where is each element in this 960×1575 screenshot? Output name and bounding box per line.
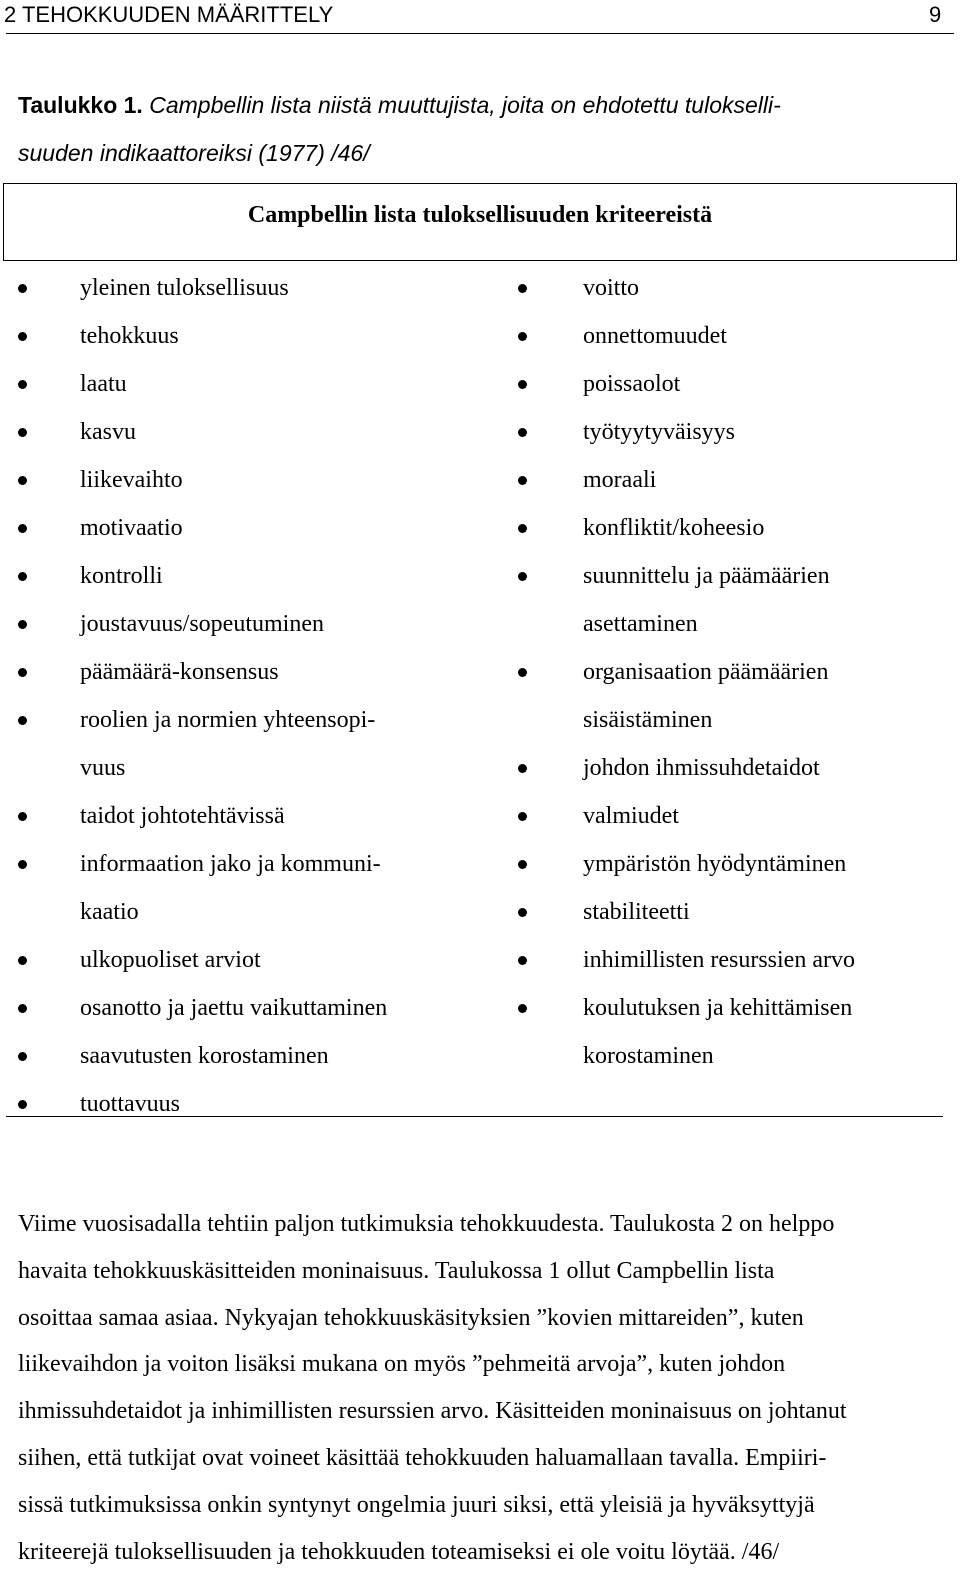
bullet-icon bbox=[518, 764, 527, 773]
criteria-item-left bbox=[18, 600, 498, 648]
criteria-item-text: informaation jako ja kommuni- bbox=[80, 851, 381, 877]
bullet-icon bbox=[518, 332, 527, 341]
criteria-item-right bbox=[518, 312, 948, 360]
body-line: liikevaihdon ja voiton lisäksi mukana on myös ”pehmeitä arvoja”, kuten johdon bbox=[18, 1351, 786, 1378]
table-heading-box bbox=[3, 183, 957, 261]
criteria-item-text: työtyytyväisyys bbox=[583, 419, 736, 445]
criteria-item-text: roolien ja normien yhteensopi- bbox=[80, 707, 376, 733]
bullet-icon bbox=[18, 956, 27, 965]
bullet-icon bbox=[18, 380, 27, 389]
criteria-item-text: onnettomuudet bbox=[583, 323, 727, 349]
bullet-icon bbox=[18, 812, 27, 821]
bullet-icon bbox=[518, 1004, 527, 1013]
criteria-item-text: poissaolot bbox=[583, 371, 681, 397]
bullet-icon bbox=[518, 572, 527, 581]
bullet-icon bbox=[518, 428, 527, 437]
criteria-item-right bbox=[518, 360, 948, 408]
criteria-item-text: kasvu bbox=[80, 419, 136, 445]
criteria-item-text: koulutuksen ja kehittämisen bbox=[583, 995, 853, 1021]
table-heading: Campbellin lista tuloksellisuuden kriteereistä bbox=[247, 202, 713, 228]
table-caption bbox=[18, 92, 938, 119]
criteria-item-left bbox=[18, 696, 498, 792]
criteria-item-text: ulkopuoliset arviot bbox=[80, 947, 261, 973]
criteria-item-text: taidot johtotehtävissä bbox=[80, 803, 285, 829]
caption-label: Taulukko 1. bbox=[18, 92, 143, 118]
bullet-icon bbox=[518, 476, 527, 485]
bullet-icon bbox=[18, 428, 27, 437]
criteria-item-left bbox=[18, 1080, 498, 1128]
criteria-item-text: ympäristön hyödyntäminen bbox=[583, 851, 847, 877]
criteria-list-left bbox=[18, 264, 498, 1128]
bullet-icon bbox=[18, 284, 27, 293]
criteria-item-text: päämäärä-konsensus bbox=[80, 659, 279, 685]
table-caption-continued bbox=[18, 140, 938, 167]
criteria-item-right bbox=[518, 408, 948, 456]
criteria-item-right bbox=[518, 888, 948, 936]
criteria-item-right bbox=[518, 456, 948, 504]
body-line: ihmissuhdetaidot ja inhimillisten resurssien arvo. Käsitteiden moninaisuus on johtanut bbox=[18, 1398, 847, 1425]
body-line: kriteerejä tuloksellisuuden ja tehokkuuden toteamiseksi ei ole voitu löytää. /46/ bbox=[18, 1538, 780, 1565]
criteria-item-text: motivaatio bbox=[80, 515, 183, 541]
bullet-icon bbox=[18, 1052, 27, 1061]
bullet-icon bbox=[18, 668, 27, 677]
body-line: siihen, että tutkijat ovat voineet käsittää tehokkuuden haluamallaan tavalla. Empiiri- bbox=[18, 1444, 827, 1471]
criteria-item-right bbox=[518, 936, 948, 984]
bullet-icon bbox=[518, 908, 527, 917]
bullet-icon bbox=[518, 524, 527, 533]
criteria-item-text: osanotto ja jaettu vaikuttaminen bbox=[80, 995, 388, 1021]
criteria-item-right bbox=[518, 792, 948, 840]
criteria-item-left bbox=[18, 792, 498, 840]
criteria-item-text: korostaminen bbox=[583, 1043, 714, 1069]
page-number: 9 bbox=[929, 2, 942, 27]
criteria-item-left bbox=[18, 648, 498, 696]
criteria-item-text: saavutusten korostaminen bbox=[80, 1043, 329, 1069]
body-line: havaita tehokkuuskäsitteiden moninaisuus. Taulukossa 1 ollut Campbellin lista bbox=[18, 1257, 775, 1284]
bullet-icon bbox=[518, 812, 527, 821]
criteria-item-text: voitto bbox=[583, 275, 640, 301]
body-paragraph bbox=[18, 1201, 938, 1575]
criteria-item-left bbox=[18, 456, 498, 504]
criteria-item-left bbox=[18, 408, 498, 456]
criteria-item-left bbox=[18, 360, 498, 408]
criteria-item-text: moraali bbox=[583, 467, 657, 493]
body-line: Viime vuosisadalla tehtiin paljon tutkimuksia tehokkuudesta. Taulukosta 2 on helppo bbox=[18, 1211, 835, 1237]
criteria-item-text: valmiudet bbox=[583, 803, 679, 829]
bullet-icon bbox=[18, 332, 27, 341]
bullet-icon bbox=[518, 956, 527, 965]
criteria-item-text: konfliktit/koheesio bbox=[583, 515, 765, 541]
criteria-item-left bbox=[18, 504, 498, 552]
criteria-item-text: stabiliteetti bbox=[583, 899, 690, 925]
criteria-item-text: kaatio bbox=[80, 899, 139, 925]
criteria-item-text: suunnittelu ja päämäärien bbox=[583, 563, 830, 589]
caption-text-line2: suuden indikaattoreiksi (1977) /46/ bbox=[18, 140, 370, 166]
bullet-icon bbox=[18, 1100, 27, 1109]
criteria-item-right bbox=[518, 840, 948, 888]
running-title: 2 TEHOKKUUDEN MÄÄRITTELY bbox=[4, 2, 334, 27]
body-line: osoittaa samaa asiaa. Nykyajan tehokkuuskäsityksien ”kovien mittareiden”, kuten bbox=[18, 1304, 804, 1331]
criteria-item-text: tehokkuus bbox=[80, 323, 179, 349]
criteria-list-right bbox=[518, 264, 948, 1080]
criteria-item-text: organisaation päämäärien bbox=[583, 659, 829, 685]
criteria-item-right bbox=[518, 504, 948, 552]
bullet-icon bbox=[518, 668, 527, 677]
bullet-icon bbox=[18, 716, 27, 725]
criteria-item-left bbox=[18, 264, 498, 312]
criteria-item-right bbox=[518, 984, 948, 1080]
header-rule bbox=[6, 33, 954, 34]
bullet-icon bbox=[18, 1004, 27, 1013]
criteria-item-left bbox=[18, 312, 498, 360]
criteria-item-text: inhimillisten resurssien arvo bbox=[583, 947, 855, 973]
bullet-icon bbox=[18, 572, 27, 581]
bullet-icon bbox=[518, 380, 527, 389]
bullet-icon bbox=[18, 476, 27, 485]
criteria-item-text: asettaminen bbox=[583, 611, 698, 637]
criteria-item-right bbox=[518, 264, 948, 312]
criteria-item-right bbox=[518, 648, 948, 744]
criteria-item-text: yleinen tuloksellisuus bbox=[80, 275, 289, 301]
body-line: sissä tutkimuksissa onkin syntynyt ongelmia juuri siksi, että yleisiä ja hyväksyttyjä bbox=[18, 1491, 815, 1518]
criteria-item-left bbox=[18, 552, 498, 600]
criteria-item-text: kontrolli bbox=[80, 563, 163, 589]
criteria-item-text: liikevaihto bbox=[80, 467, 183, 493]
caption-text-line1: Campbellin lista niistä muuttujista, joita on ehdotettu tulokselli- bbox=[149, 92, 781, 118]
bullet-icon bbox=[18, 860, 27, 869]
criteria-item-left bbox=[18, 936, 498, 984]
criteria-item-text: vuus bbox=[80, 755, 126, 781]
bullet-icon bbox=[518, 860, 527, 869]
criteria-item-text: johdon ihmissuhdetaidot bbox=[583, 755, 820, 781]
criteria-item-left bbox=[18, 984, 498, 1032]
running-header bbox=[0, 0, 960, 36]
criteria-item-left bbox=[18, 1032, 498, 1080]
criteria-item-right bbox=[518, 744, 948, 792]
criteria-item-text: joustavuus/sopeutuminen bbox=[80, 611, 324, 637]
bullet-icon bbox=[18, 620, 27, 629]
criteria-item-left bbox=[18, 840, 498, 936]
criteria-item-right bbox=[518, 552, 948, 648]
bullet-icon bbox=[18, 524, 27, 533]
criteria-item-text: sisäistäminen bbox=[583, 707, 713, 733]
table-bottom-rule bbox=[6, 1116, 943, 1117]
criteria-item-text: tuottavuus bbox=[80, 1091, 180, 1117]
criteria-item-text: laatu bbox=[80, 371, 127, 397]
bullet-icon bbox=[518, 284, 527, 293]
